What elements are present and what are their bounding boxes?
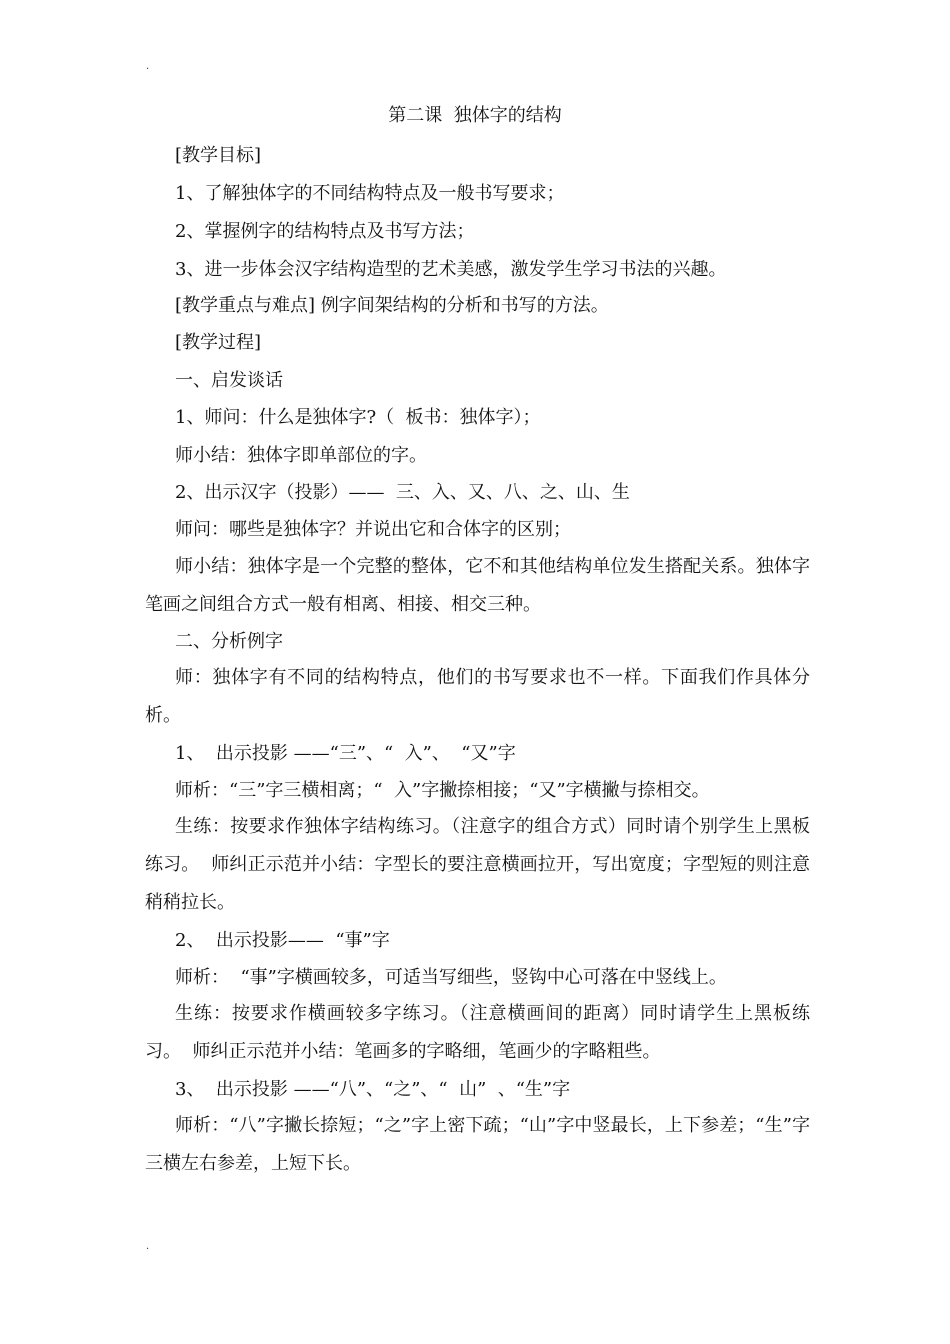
practice-2: 生练：按要求作横画较多字练习。（注意横画间的距离）同时请学生上黑板练习。 师纠正示范并小结：笔画多的字略细，笔画少的字略粗些。 <box>145 1003 810 1062</box>
objective-3: 3、进一步体会汉字结构造型的艺术美感，激发学生学习书法的兴趣。 <box>175 259 727 280</box>
teacher-summary-2: 师小结：独体字是一个完整的整体，它不和其他结构单位发生搭配关系。独体字笔画之间组合方式一般有相离、相接、相交三种。 <box>145 556 810 615</box>
teacher-intro: 师：独体字有不同的结构特点，他们的书写要求也不一样。下面我们作具体分析。 <box>145 667 810 726</box>
practice-1: 生练：按要求作独体字结构练习。（注意字的组合方式）同时请个别学生上黑板练习。 师纠正示范并小结：字型长的要注意横画拉开，写出宽度；字型短的则注意稍稍拉长。 <box>145 816 810 913</box>
example-item-1: 1、 出示投影 ——“三”、“ 入”、 “又”字 <box>175 743 516 764</box>
teacher-question-1: 1、师问：什么是独体字?（ 板书：独体字）； <box>175 407 541 428</box>
objective-1: 1、了解独体字的不同结构特点及一般书写要求； <box>175 183 565 204</box>
page-marker-bottom: . <box>146 1241 150 1252</box>
example-item-2: 2、 出示投影—— “事”字 <box>175 930 390 951</box>
example-item-3: 3、 出示投影 ——“八”、“之”、“ 山” 、“生”字 <box>175 1079 571 1100</box>
key-points: [教学重点与难点] 例字间架结构的分析和书写的方法。 <box>175 295 609 316</box>
section-2-heading: 二、分析例字 <box>175 631 283 652</box>
teacher-question-2: 师问：哪些是独体字？并说出它和合体字的区别； <box>175 519 571 540</box>
analysis-3: 师析：“八”字撇长捺短；“之”字上密下疏；“山”字中竖最长，上下参差；“生”字三横左右参差，上短下长。 <box>145 1115 810 1174</box>
section-1-heading: 一、启发谈话 <box>175 370 283 391</box>
page-marker-top: . <box>146 61 150 72</box>
analysis-1: 师析：“三”字三横相离；“ 入”字撇捺相接；“又”字横撇与捺相交。 <box>175 780 710 801</box>
process-heading: [教学过程] <box>175 332 262 353</box>
show-characters: 2、出示汉字（投影）—— 三、入、又、八、之、山、生 <box>175 482 630 503</box>
lesson-title: 第二课 独体字的结构 <box>388 105 562 126</box>
objectives-heading: [教学目标] <box>175 145 262 166</box>
teacher-summary-1: 师小结：独体字即单部位的字。 <box>175 445 427 466</box>
analysis-2: 师析： “事”字横画较多，可适当写细些，竖钩中心可落在中竖线上。 <box>175 967 727 988</box>
objective-2: 2、掌握例字的结构特点及书写方法； <box>175 221 475 242</box>
